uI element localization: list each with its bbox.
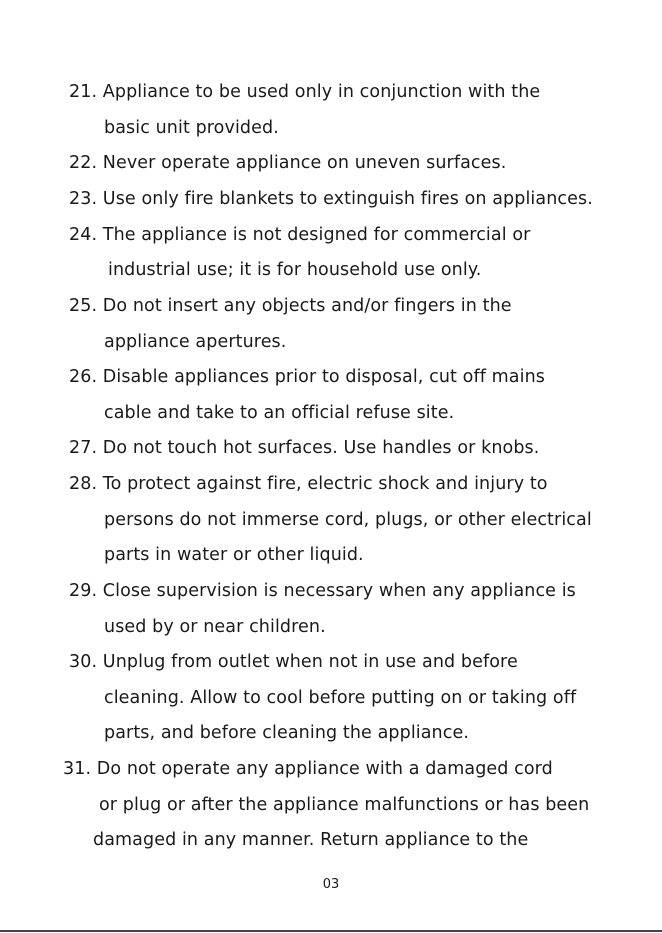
item-21-line-1: 21. Appliance to be used only in conjunction with the: [69, 82, 541, 102]
item-31-line-2: or plug or after the appliance malfunctions or has been: [99, 795, 590, 815]
item-27-line-1: 27. Do not touch hot surfaces. Use handles or knobs.: [69, 438, 540, 458]
item-26-line-1: 26. Disable appliances prior to disposal, cut off mains: [69, 367, 545, 387]
item-26-line-2: cable and take to an official refuse site.: [104, 403, 455, 423]
item-25-line-2: appliance apertures.: [104, 332, 287, 352]
item-24-line-2: industrial use; it is for household use only.: [108, 260, 482, 280]
item-29-line-2: used by or near children.: [104, 617, 326, 637]
item-28-line-1: 28. To protect against fire, electric shock and injury to: [69, 474, 548, 494]
item-30-line-1: 30. Unplug from outlet when not in use and before: [69, 652, 518, 672]
bottom-divider: [0, 930, 662, 932]
item-24-line-1: 24. The appliance is not designed for commercial or: [69, 225, 531, 245]
item-30-line-3: parts, and before cleaning the appliance.: [104, 723, 470, 743]
item-25-line-1: 25. Do not insert any objects and/or fingers in the: [69, 296, 512, 316]
item-30-line-2: cleaning. Allow to cool before putting on or taking off: [104, 688, 577, 708]
item-31-line-1: 31. Do not operate any appliance with a damaged cord: [63, 759, 553, 779]
page-number: 03: [322, 877, 340, 892]
item-22-line-1: 22. Never operate appliance on uneven surfaces.: [69, 153, 507, 173]
item-28-line-2: persons do not immerse cord, plugs, or other electrical: [104, 510, 592, 530]
item-29-line-1: 29. Close supervision is necessary when any appliance is: [69, 581, 576, 601]
item-21-line-2: basic unit provided.: [104, 118, 279, 138]
item-28-line-3: parts in water or other liquid.: [104, 545, 364, 565]
item-23-line-1: 23. Use only fire blankets to extinguish fires on appliances.: [69, 189, 593, 209]
item-31-line-3: damaged in any manner. Return appliance to the: [93, 830, 529, 850]
